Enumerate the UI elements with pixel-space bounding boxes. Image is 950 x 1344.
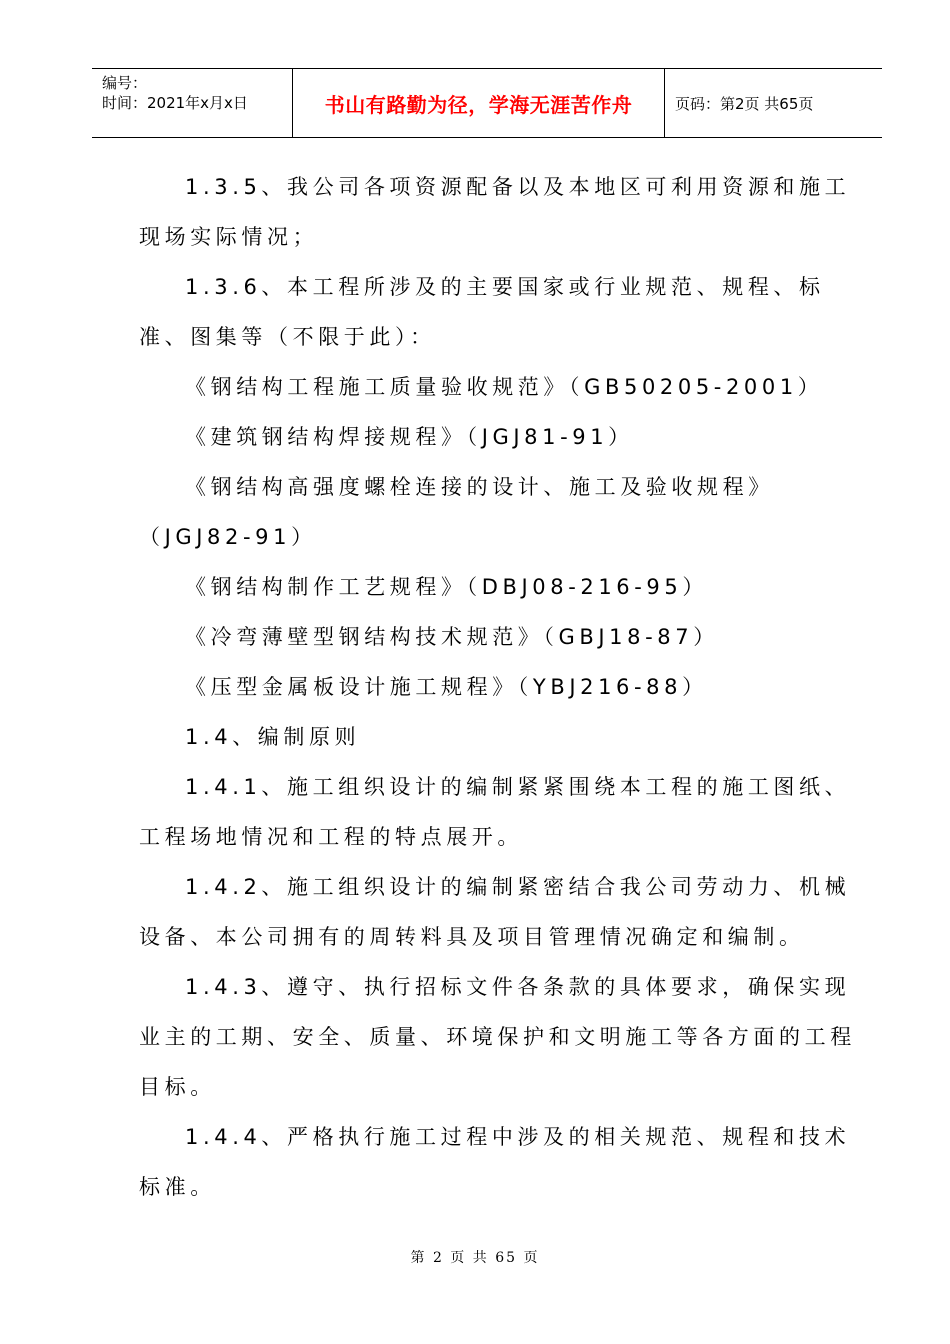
- header-page-info: 页码：第2页 共65页: [675, 94, 814, 113]
- standard-ybj216: 《压型金属板设计施工规程》（YBJ216-88）: [185, 675, 708, 699]
- header-code-label: 编号：: [102, 74, 148, 92]
- document-body: [139, 162, 859, 1212]
- paragraph-1-4-3: 1.4.3、遵守、执行招标文件各条款的具体要求，确保实现业主的工期、安全、质量、环境保护和文明施工等各方面的工程目标。: [139, 975, 856, 1099]
- standard-gb50205: 《钢结构工程施工质量验收规范》（GB50205-2001）: [185, 375, 824, 399]
- paragraph-1-3-5: 1.3.5、我公司各项资源配备以及本地区可利用资源和施工现场实际情况；: [139, 175, 851, 249]
- header-motto-cell: [293, 69, 665, 137]
- header-page-cell: [665, 69, 882, 137]
- paragraph-1-4-1: 1.4.1、施工组织设计的编制紧紧围绕本工程的施工图纸、工程场地情况和工程的特点展开。: [139, 775, 851, 849]
- header-motto: 书山有路勤为径，学海无涯苦作舟: [324, 92, 633, 117]
- header-time-label: 时间：2021年x月x日: [102, 94, 248, 112]
- page-header: [92, 68, 882, 138]
- section-heading-1-4: 1.4、编制原则: [185, 725, 361, 749]
- standard-jgj81: 《建筑钢结构焊接规程》（JGJ81-91）: [185, 425, 634, 449]
- standard-dbj08: 《钢结构制作工艺规程》（DBJ08-216-95）: [185, 575, 708, 599]
- standard-gbj18: 《冷弯薄壁型钢结构技术规范》（GBJ18-87）: [185, 625, 719, 649]
- standard-jgj82-code: （JGJ82-91）: [139, 525, 317, 549]
- page-footer: 第 2 页 共 65 页: [410, 1250, 540, 1266]
- paragraph-1-4-2: 1.4.2、施工组织设计的编制紧密结合我公司劳动力、机械设备、本公司拥有的周转料具及项目管理情况确定和编制。: [139, 875, 851, 949]
- paragraph-1-4-4: 1.4.4、严格执行施工过程中涉及的相关规范、规程和技术标准。: [139, 1125, 851, 1199]
- standard-jgj82-title: 《钢结构高强度螺栓连接的设计、施工及验收规程》: [185, 475, 774, 499]
- paragraph-1-3-6: 1.3.6、本工程所涉及的主要国家或行业规范、规程、标准、图集等（不限于此）：: [139, 275, 825, 349]
- header-meta-cell: [92, 69, 293, 137]
